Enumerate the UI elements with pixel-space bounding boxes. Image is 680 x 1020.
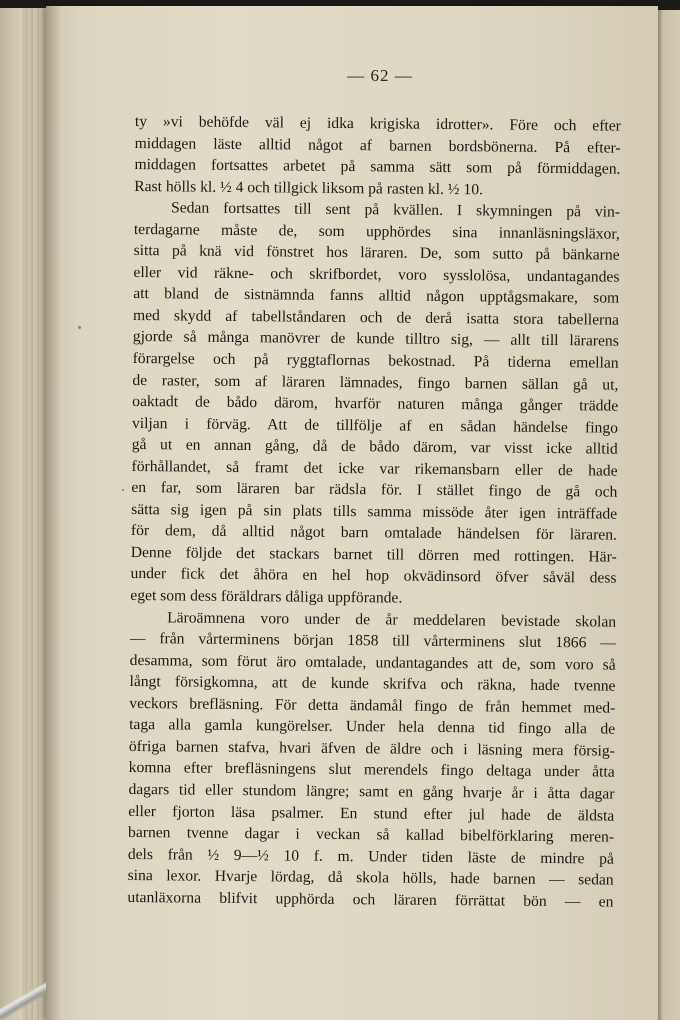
text-line: dagars tid eller stundom längre; samt en gång hvarje år i åtta dagar [128, 780, 615, 803]
paper-speck [78, 326, 81, 329]
text-line: under fick det åhöra en hel hop okvädinsord öfver såväl dess [130, 565, 617, 588]
spine-shadow [46, 6, 60, 1020]
text-line: med skydd af tabellståndaren och de derå isatta stora tabellerna [132, 306, 620, 329]
text-line: barnen tvenne dagar i veckan så kallad bibelförklaring meren- [127, 824, 615, 846]
text-line: sitta på knä vid fönstret hos läraren. De, som sutto på bänkarne [133, 242, 620, 264]
text-line: middagen fortsattes arbetet på samma sätt som på förmiddagen. [134, 156, 621, 178]
text-line: Denne följde det stackars barnet till dörren med rottingen. Här- [130, 543, 617, 566]
text-line: öfriga barnen stafva, hvari äfven de äldre och i läsning mera försig- [128, 737, 615, 760]
text-line: de raster, som af läraren lämnades, fingo barnen sällan gå ut, [132, 371, 619, 394]
text-line: komna efter brefläsningens slut merendels fingo deltaga under åtta [128, 759, 615, 782]
text-line: desamma, som förut äro omtalade, undantagandes att de, som voro så [129, 651, 616, 674]
text-line: långt försigkomna, att de kunde skrifva och räkna, hade tvenne [129, 673, 616, 695]
page-number: — 62 — [347, 66, 413, 85]
text-line: eller vid räkne- och skrifbordet, voro sysslolösa, undantagandes [133, 263, 620, 286]
text-line: att bland de sistnämnda fanns alltid någon upptågsmakare, som [133, 285, 620, 308]
body-text [127, 111, 621, 913]
text-line: dels från ½ 9—½ 10 f. m. Under tiden läste de mindre på [127, 845, 614, 868]
text-line: en far, som läraren bar rädsla för. I stället fingo de gå och [131, 479, 618, 501]
left-page-stack [22, 8, 48, 1020]
text-line: Sedan fortsattes till sent på kvällen. I skymningen på vin- [170, 199, 621, 221]
text-line: förargelse och på ryggtaflornas bekostnad. På tiderna emellan [132, 350, 619, 372]
text-line: taga alla gamla kungörelser. Under hela denna tid fingo alla de [129, 716, 616, 738]
text-line: utanläxorna blifvit upphörda och läraren förrättat bön — en [127, 888, 614, 911]
text-line: ty »vi behöfde väl ej idka krigiska idrotter». Före och efter [134, 112, 621, 135]
text-line: veckors brefläsning. För detta ändamål fingo de från hemmet med- [129, 694, 616, 717]
text-line: oaktadt de bådo därom, hvarför naturen många gånger trädde [132, 393, 619, 415]
text-line: Läroämnena voro under de år meddelaren bevistade skolan [167, 608, 617, 631]
text-line: förhållandet, så framt det icke var rikemansbarn eller de hade [131, 457, 618, 480]
text-line: Rast hölls kl. ½ 4 och tillgick liksom på rasten kl. ½ 10. [134, 177, 484, 198]
text-line: terdagarne måste de, som upphördes sina innanläsningsläxor, [133, 220, 620, 243]
text-line: sina lexor. Hvarje lördag, då skola hölls, hade barnen — sedan [127, 867, 614, 889]
text-line: — från vårterminens början 1858 till vårterminens slut 1866 — [129, 630, 616, 652]
right-page-edge [656, 10, 680, 1020]
text-line: viljan i förväg. Att de tillfölje af en sådan händelse fingo [131, 414, 619, 437]
text-line: middagen läste alltid något af barnen bordsbönerna. På efter- [134, 134, 621, 157]
text-line: eget som dess föräldrars dåliga uppförande. [130, 587, 403, 607]
page-clip [0, 982, 46, 1020]
text-line: för dem, då alltid något barn omtalade händelsen för läraren. [130, 522, 618, 545]
text-line: sätta sig igen på sin plats tills samma missöde åter igen inträffade [131, 500, 618, 523]
text-line: gjorde så många manövrer de kunde tilltro sig, — allt till lärarens [132, 328, 619, 351]
text-line: gå ut en annan gång, då de bådo därom, var visst icke alltid [131, 436, 618, 458]
text-line: eller fjorton läsa psalmer. En stund efter jul hade de äldsta [128, 802, 615, 825]
paper-speck [122, 489, 124, 491]
